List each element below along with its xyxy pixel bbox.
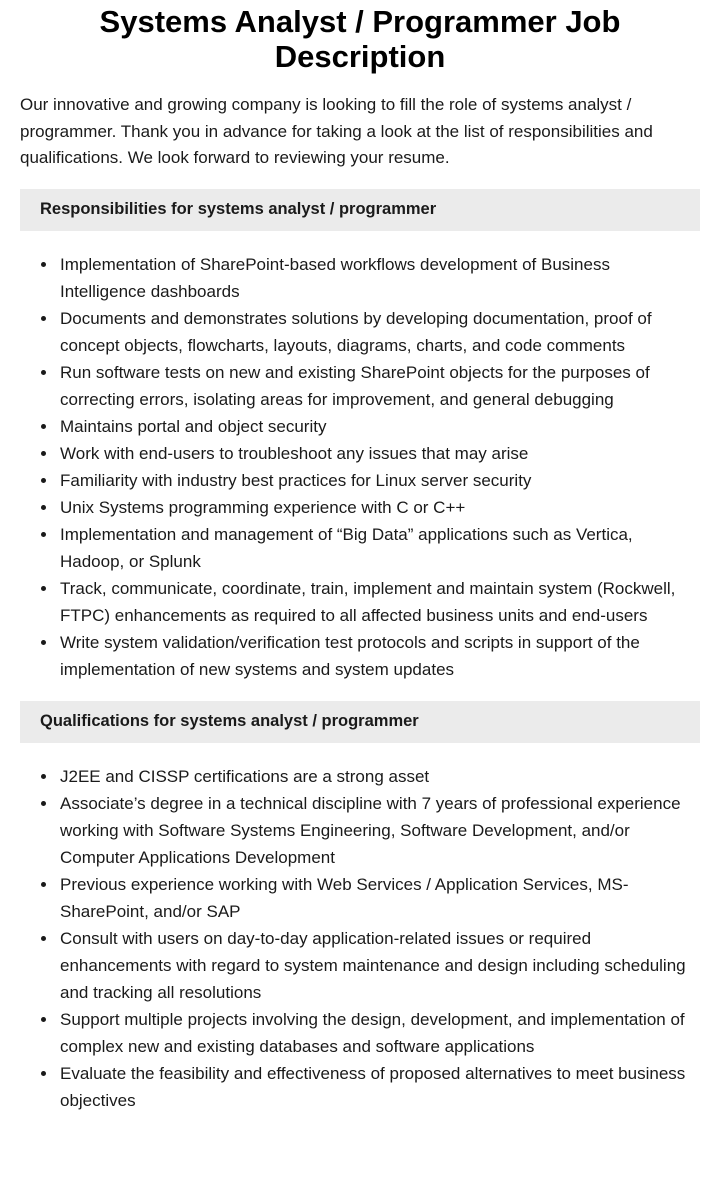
- bullet-icon: [41, 316, 46, 321]
- list-item-text: Previous experience working with Web Services / Application Services, MS-SharePoint, and/or SAP: [60, 874, 629, 921]
- qualifications-heading: Qualifications for systems analyst / programmer: [40, 712, 419, 730]
- list-item: [20, 629, 700, 683]
- bullet-icon: [41, 1017, 46, 1022]
- responsibilities-header: [20, 189, 700, 231]
- page-title: Systems Analyst / Programmer Job Description: [99, 4, 621, 74]
- list-item-text: Run software tests on new and existing SharePoint objects for the purposes of correcting errors, isolating areas for improvement, and general debugging: [60, 362, 650, 409]
- list-item-text: J2EE and CISSP certifications are a strong asset: [60, 766, 430, 786]
- bullet-icon: [41, 505, 46, 510]
- list-item: [20, 575, 700, 629]
- list-item: [20, 521, 700, 575]
- list-item: [20, 305, 700, 359]
- bullet-icon: [41, 478, 46, 483]
- list-item-text: Familiarity with industry best practices for Linux server security: [60, 470, 532, 490]
- bullet-icon: [41, 936, 46, 941]
- qualifications-header: [20, 701, 700, 743]
- list-item: [20, 1060, 700, 1114]
- bullet-icon: [41, 774, 46, 779]
- list-item-text: Documents and demonstrates solutions by developing documentation, proof of concept objects, flowcharts, layouts, diagrams, charts, and code comments: [60, 308, 652, 355]
- list-item-text: Maintains portal and object security: [60, 416, 327, 436]
- list-item: [20, 359, 700, 413]
- bullet-icon: [41, 801, 46, 806]
- bullet-icon: [41, 370, 46, 375]
- list-item-text: Work with end-users to troubleshoot any issues that may arise: [60, 443, 529, 463]
- list-item-text: Write system validation/verification test protocols and scripts in support of the implementation of new systems and system updates: [60, 632, 640, 679]
- bullet-icon: [41, 640, 46, 645]
- list-item-text: Evaluate the feasibility and effectiveness of proposed alternatives to meet business objectives: [60, 1063, 686, 1110]
- list-item: [20, 467, 700, 494]
- list-item-text: Associate’s degree in a technical discipline with 7 years of professional experience working with Software Systems Engineering, Software Development, and/or Computer Applications Development: [60, 793, 681, 867]
- list-item-text: Consult with users on day-to-day application-related issues or required enhancements with regard to system maintenance and design including scheduling and tracking all resolutions: [60, 928, 686, 1002]
- bullet-icon: [41, 586, 46, 591]
- list-item-text: Unix Systems programming experience with C or C++: [60, 497, 466, 517]
- list-item: [20, 763, 700, 790]
- list-item-text: Support multiple projects involving the design, development, and implementation of complex new and existing databases and software applications: [60, 1009, 685, 1056]
- list-item: [20, 440, 700, 467]
- list-item-text: Track, communicate, coordinate, train, implement and maintain system (Rockwell, FTPC) enhancements as required to all affected business units and end-users: [60, 578, 676, 625]
- list-item-text: Implementation and management of “Big Data” applications such as Vertica, Hadoop, or Splunk: [60, 524, 633, 571]
- list-item-text: Implementation of SharePoint-based workflows development of Business Intelligence dashboards: [60, 254, 610, 301]
- responsibilities-list: [20, 251, 700, 683]
- bullet-icon: [41, 424, 46, 429]
- list-item: [20, 925, 700, 1006]
- intro-paragraph: Our innovative and growing company is looking to fill the role of systems analyst / programmer. Thank you in advance for taking a look at the list of responsibilities and qualifications. We look forward to reviewing your resume.: [20, 95, 653, 167]
- bullet-icon: [41, 1071, 46, 1076]
- bullet-icon: [41, 451, 46, 456]
- list-item: [20, 790, 700, 871]
- bullet-icon: [41, 262, 46, 267]
- list-item: [20, 871, 700, 925]
- list-item: [20, 1006, 700, 1060]
- responsibilities-heading: Responsibilities for systems analyst / programmer: [40, 200, 437, 218]
- qualifications-list: [20, 763, 700, 1114]
- bullet-icon: [41, 882, 46, 887]
- list-item: [20, 494, 700, 521]
- list-item: [20, 251, 700, 305]
- list-item: [20, 413, 700, 440]
- bullet-icon: [41, 532, 46, 537]
